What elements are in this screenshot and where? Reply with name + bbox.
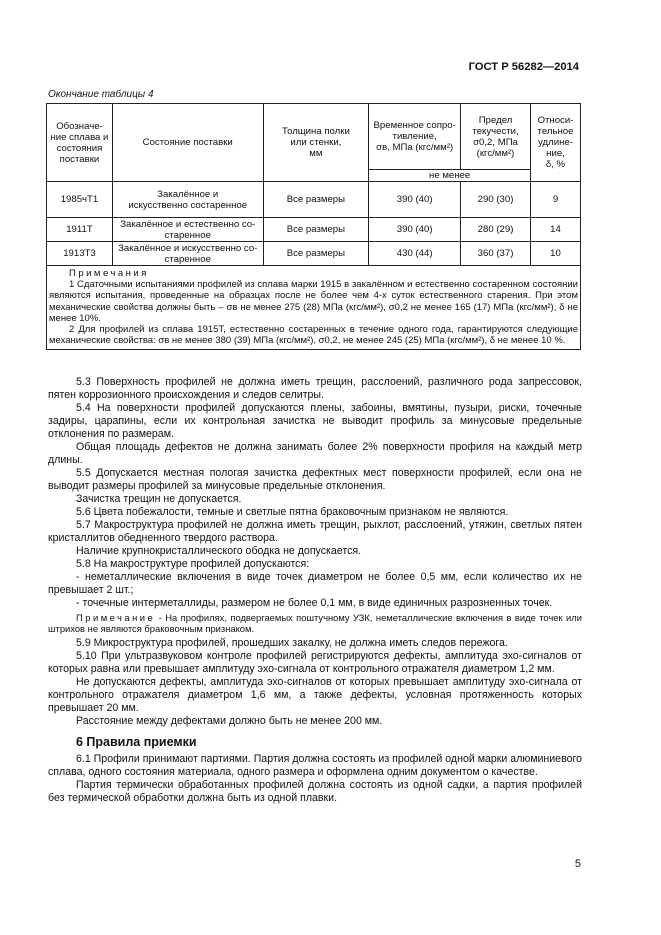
head-tensile-strength: Временное сопро- тивление, σв, МПа (кгс/мм²) (369, 104, 461, 170)
para-5-5: 5.5 Допускается местная пологая зачистка дефектных мест поверхности профилей, если она не выводит размеры профилей за минусовые предельные отклонения. (48, 467, 582, 492)
para-5-4b: Общая площадь дефектов не должна занимать более 2% поверхности профиля на каждый метр длины. (48, 441, 582, 466)
para-5-4: 5.4 На поверхности профилей допускаются плены, забоины, вмятины, пузыри, риски, точечные задиры, царапины, если их контрольная зачистка не выводит профиль за минусовые предельные отклонения по размерам. (48, 402, 582, 440)
cell-alloy: 1985чТ1 (47, 182, 113, 218)
cell-delta: 9 (530, 182, 580, 218)
para-5-9: 5.9 Микроструктура профилей, прошедших закалку, не должна иметь следов пережога. (76, 636, 508, 649)
table-notes (47, 266, 581, 350)
head-thickness: Толщина полки или стенки, мм (263, 104, 369, 182)
note-word: Примечание (76, 612, 156, 623)
para-5-8a: - неметаллические включения в виде точек диаметром не более 0,5 мм, если количество их не превышает 2 шт.; (48, 571, 582, 596)
head-not-less: не менее (369, 170, 531, 182)
cell-thickness: Все размеры (263, 242, 369, 266)
notes-title: Примечания (69, 268, 149, 279)
cell-sigma-02: 360 (37) (461, 242, 531, 266)
cell-sigma-02: 290 (30) (461, 182, 531, 218)
para-5-5b: Зачистка трещин не допускается. (76, 493, 242, 505)
note-2: 2 Для профилей из сплава 1915Т, естественно состаренных в течение одного года, гарантируются следующие механические свойства: σв не менее 380 (39) МПа (кгс/мм²), σ0,2, не менее 245 (25) МПа (кгс/мм²), δ не менее 10 %. (49, 324, 578, 347)
para-5-6: 5.6 Цвета побежалости, темные и светлые пятна браковочным признаком не являются. (76, 506, 509, 518)
para-6-1: 6.1 Профили принимают партиями. Партия должна состоять из профилей одной марки алюминиевого сплава, одного состояния материала, одного размера и оформлена одним документом о качестве. (48, 752, 582, 778)
note-text: - На профилях, подвергаемых поштучному УЗК, неметаллические включения в виде точек или штрихов не являются браковочным признаком. (48, 612, 582, 635)
head-yield-strength: Предел текучести, σ0,2, МПа (кгс/мм²) (461, 104, 531, 170)
para-5-3: 5.3 Поверхность профилей не должна иметь трещин, расслоений, различного рода запрессовок, пятен коррозионного происхождения и следов селитры. (48, 376, 582, 401)
para-5-8: 5.8 На макроструктуре профилей допускаются: (76, 558, 310, 570)
table-header-row (47, 104, 581, 170)
para-5-10c: Расстояние между дефектами должно быть не менее 200 мм. (76, 714, 383, 727)
cell-thickness: Все размеры (263, 182, 369, 218)
properties-table (46, 103, 581, 350)
cell-state: Закалённое и естественно со- старенное (112, 218, 263, 242)
table-row (47, 242, 581, 266)
cell-delta: 14 (530, 218, 580, 242)
main-text (48, 376, 582, 805)
table-caption: Окончание таблицы 4 (48, 89, 154, 100)
para-5-10: 5.10 При ультразвуковом контроле профилей регистрируются дефекты, амплитуда эхо-сигналов от которых равна или превышает амплитуду эхо-сигнала от контрольного отражателя диаметром 1,2 мм. (48, 649, 582, 675)
head-state: Состояние поставки (112, 104, 263, 182)
doc-id-header: ГОСТ Р 56282—2014 (468, 61, 579, 73)
para-5-7: 5.7 Макроструктура профилей не должна иметь трещин, рыхлот, расслоений, утяжин, светлых пятен кристаллитов обедненного твердого раствора. (48, 519, 582, 544)
para-5-8b: - точечные интерметаллиды, размером не более 0,1 мм, в виде единичных разрозненных точек. (76, 597, 553, 609)
cell-sigma-b: 390 (40) (369, 182, 461, 218)
table-row (47, 182, 581, 218)
cell-alloy: 1913Т3 (47, 242, 113, 266)
page-number: 5 (574, 858, 581, 870)
note-paragraph (48, 612, 582, 635)
section-6-heading: 6 Правила приемки (76, 734, 197, 749)
cell-state: Закалённое и искусственно со- старенное (112, 242, 263, 266)
para-5-7b: Наличие крупнокристаллического ободка не допускается. (76, 545, 362, 557)
table-row (47, 218, 581, 242)
cell-sigma-b: 430 (44) (369, 242, 461, 266)
para-6-1b: Партия термически обработанных профилей должна состоять из одной садки, а партия профилей без термической обработки должна быть из одной плавки. (48, 778, 582, 804)
cell-thickness: Все размеры (263, 218, 369, 242)
cell-delta: 10 (530, 242, 580, 266)
table-notes-row (47, 266, 581, 350)
cell-sigma-02: 280 (29) (461, 218, 531, 242)
head-alloy: Обозначе- ние сплава и состояния поставки (47, 104, 113, 182)
para-5-10b: Не допускаются дефекты, амплитуда эхо-сигналов от которых превышает амплитуду эхо-сигнала от контрольного отражателя диаметром 1,6 мм, а также дефекты, условная протяженность которых превышает 20 мм. (48, 675, 582, 714)
cell-sigma-b: 390 (40) (369, 218, 461, 242)
note-1: 1 Сдаточными испытаниями профилей из сплава марки 1915 в закалённом и естественно состаренном состоянии являются испытания, проведенные на образцах после не более чем 4-х суток естественного старения. При этом механические свойства должны быть – σв не менее 275 (28) МПа (кгс/мм²), σ0,2 не менее 165 (17) МПа (кгс/мм²), δ не менее 10%. (49, 279, 578, 324)
cell-alloy: 1911Т (47, 218, 113, 242)
cell-state: Закалённое и искусственно состаренное (112, 182, 263, 218)
head-elongation: Относи- тельное удлине- ние, δ, % (530, 104, 580, 182)
